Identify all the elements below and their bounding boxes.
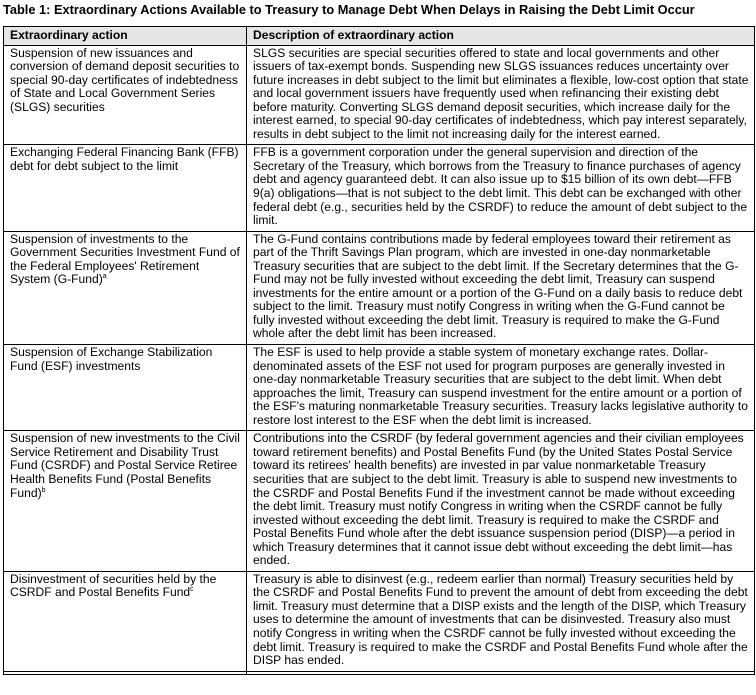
action-cell — [4, 431, 247, 571]
table-row — [4, 145, 755, 231]
description-cell: Treasury is able to disinvest (e.g., redeem earlier than normal) Treasury securities held by the CSRDF and Postal Benefits Fund to prevent the amount of debt from exceeding the debt limit. Treasury must determine that a DISP exists and the length of the DISP, which Treasury uses to determine the amount of investments that can be disinvested. Treasury also must notify Congress in writing when the CSRDF cannot be fully invested without exceeding the debt limit. Treasury is required to make the CSRDF and Postal Benefits Fund whole after the DISP has ended. — [247, 571, 755, 671]
table-row — [4, 431, 755, 571]
action-cell — [4, 345, 247, 431]
footnote-marker: b — [41, 486, 46, 494]
footnote-marker: a — [102, 273, 107, 281]
extraordinary-actions-table — [3, 26, 755, 675]
action-text: Suspension of new investments to the Civil Service Retirement and Disability Trust Fund (CSRDF) and Postal Service Retiree Health Benefits Fund (Postal Benefits Fund) — [10, 431, 240, 500]
description-cell: SLGS securities are special securities offered to state and local governments and other issuers of tax-exempt bonds. Suspending new SLGS issuances reduces uncertainty over future increases in debt subject to the limit but eliminates a flexible, low-cost option that state and local government issuers have frequently used when refinancing their existing debt before maturity. Converting SLGS demand deposit securities, which increase daily for the interest earned, to special 90-day certificates of indebtedness, which pay interest separately, results in debt subject to the limit not increasing daily for the interest earned. — [247, 45, 755, 145]
spacer-cell — [247, 671, 755, 674]
table-row — [4, 45, 755, 145]
action-cell — [4, 45, 247, 145]
table-title: Table 1: Extraordinary Actions Available to Treasury to Manage Debt When Delays in Raising the Debt Limit Occur — [3, 2, 695, 17]
table-row — [4, 571, 755, 671]
action-text: Exchanging Federal Financing Bank (FFB) debt for debt subject to the limit — [10, 145, 239, 173]
table-header-row — [4, 27, 755, 46]
description-cell: The ESF is used to help provide a stable system of monetary exchange rates. Dollar-denominated assets of the ESF not used for program purposes are generally invested in one-day nonmarketable Treasury securities that are subject to the debt limit. When debt approaches the limit, Treasury can suspend investment for the entire amount or a portion of the ESF's maturing nonmarketable Treasury securities. Treasury lacks legislative authority to restore lost interest to the ESF when the debt limit is increased. — [247, 345, 755, 431]
action-cell — [4, 145, 247, 231]
action-text: Disinvestment of securities held by the CSRDF and Postal Benefits Fund — [10, 571, 217, 600]
footnote-marker: c — [190, 586, 194, 594]
spacer-cell — [4, 671, 247, 674]
action-text: Suspension of new issuances and conversion of demand deposit securities to special 90-day certificates of indebtedness of State and Local Government Series (SLGS) securities — [10, 45, 240, 114]
action-cell — [4, 571, 247, 671]
action-text: Suspension of investments to the Government Securities Investment Fund of the Federal Employees' Retirement System (G-Fund) — [10, 231, 240, 287]
table-row — [4, 231, 755, 344]
description-cell: Contributions into the CSRDF (by federal government agencies and their civilian employees toward retirement benefits) and Postal Benefits Fund (by the United States Postal Service toward its retirees' health benefits) are invested in par value nonmarketable Treasury securities that are subject to the debt limit. Treasury is able to suspend new investments to the CSRDF and Postal Benefits Fund if the investment cannot be made without exceeding the debt limit. Treasury must notify Congress in writing when the CSRDF cannot be fully invested without exceeding the debt limit. Treasury is required to make the CSRDF and Postal Benefits Fund whole after the debt issuance suspension period (DISP)—a period in which Treasury determines that it cannot issue debt without exceeding the debt limit—has ended. — [247, 431, 755, 571]
header-description: Description of extraordinary action — [247, 27, 755, 46]
table-bottom-spacer-row — [4, 671, 755, 674]
table-row — [4, 345, 755, 431]
description-cell: FFB is a government corporation under the general supervision and direction of the Secretary of the Treasury, which borrows from the Treasury to finance purchases of agency debt and agency guaranteed debt. It can also issue up to $15 billion of its own debt—FFB 9(a) obligations—that is not subject to the debt limit. This debt can be exchanged with other federal debt (e.g., securities held by the CSRDF) to reduce the amount of debt subject to the limit. — [247, 145, 755, 231]
description-cell: The G-Fund contains contributions made by federal employees toward their retirement as part of the Thrift Savings Plan program, which are invested in one-day nonmarketable Treasury securities that are subject to the debt limit. If the Secretary determines that the G-Fund may not be fully invested without exceeding the debt limit, Treasury can suspend investments for the entire amount or a portion of the G-Fund on a daily basis to reduce debt subject to the limit. Treasury must notify Congress in writing when the G-Fund cannot be fully invested without exceeding the debt limit. Treasury is required to make the G-Fund whole after the debt limit has been increased. — [247, 231, 755, 344]
action-cell — [4, 231, 247, 344]
header-extraordinary-action: Extraordinary action — [4, 27, 247, 46]
action-text: Suspension of Exchange Stabilization Fund (ESF) investments — [10, 345, 213, 373]
